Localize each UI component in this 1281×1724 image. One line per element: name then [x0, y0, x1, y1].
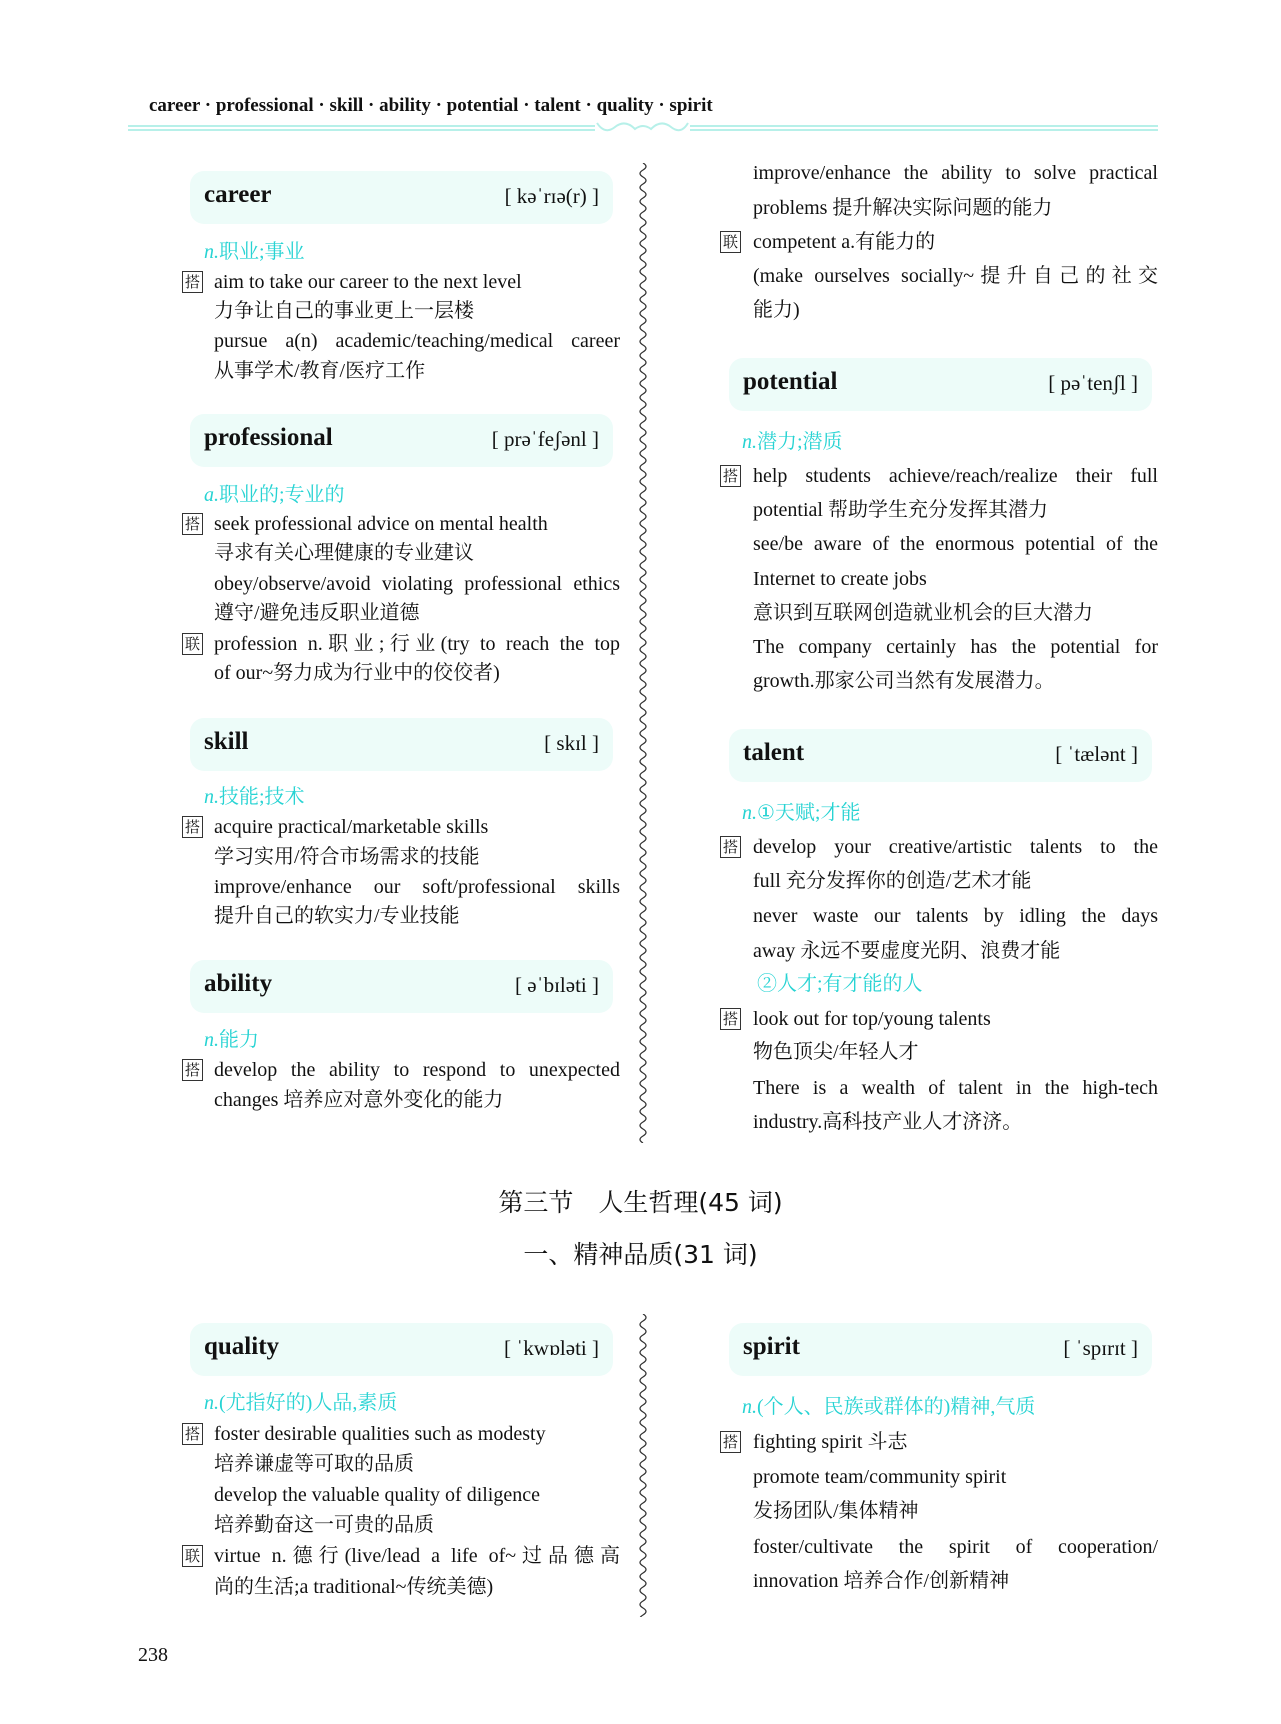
- definition-text: 潜力;潜质: [757, 431, 843, 453]
- related-word-tag-icon: 联: [182, 1545, 203, 1567]
- example-line: develop the ability to respond to unexpected: [214, 1059, 620, 1081]
- example-line: profession n.职业;行业(try to reach the top: [214, 633, 620, 655]
- example-line: 提升自己的软实力/专业技能: [214, 905, 460, 927]
- collocation-tag-icon: 搭: [182, 1059, 203, 1081]
- example-line: pursue a(n) academic/teaching/medical career: [214, 330, 620, 352]
- example-line: 物色顶尖/年轻人才: [753, 1041, 919, 1063]
- example-line: 培养勤奋这一可贵的品质: [214, 1514, 434, 1536]
- headword: skill: [204, 728, 249, 755]
- phonetic: [ əˈbɪləti ]: [515, 973, 599, 997]
- definition-text: 职业;事业: [219, 241, 305, 263]
- part-of-speech: a.: [204, 484, 219, 506]
- header-ornament-icon: [595, 119, 690, 135]
- example-line: 从事学术/教育/医疗工作: [214, 360, 426, 382]
- definition-text: (个人、民族或群体的)精神,气质: [757, 1396, 1036, 1418]
- example-line: industry.高科技产业人才济济。: [753, 1111, 1023, 1133]
- part-of-speech: n.: [742, 1396, 757, 1418]
- example-line: potential 帮助学生充分发挥其潜力: [753, 499, 1048, 521]
- definition-text: 技能;技术: [219, 786, 305, 808]
- example-line: see/be aware of the enormous potential of the: [753, 533, 1158, 555]
- headword: quality: [204, 1333, 280, 1360]
- example-line: innovation 培养合作/创新精神: [753, 1570, 1010, 1592]
- example-line: 培养谦虚等可取的品质: [214, 1453, 414, 1475]
- example-line: 学习实用/符合市场需求的技能: [214, 846, 480, 868]
- example-line: problems 提升解决实际问题的能力: [753, 197, 1053, 219]
- phonetic: [ ˈspɪrɪt ]: [1063, 1336, 1138, 1360]
- headword-box-spirit: [729, 1323, 1152, 1376]
- collocation-tag-icon: 搭: [182, 1423, 203, 1445]
- running-header: career · professional · skill · ability · potential · talent · quality · spirit: [149, 95, 713, 116]
- example-line: 能力): [753, 299, 800, 321]
- related-word-tag-icon: 联: [182, 633, 203, 655]
- headword: ability: [204, 970, 273, 997]
- definition: [204, 237, 305, 267]
- headword-box-potential: [729, 358, 1152, 411]
- example-line: growth.那家公司当然有发展潜力。: [753, 670, 1055, 692]
- example-line: 寻求有关心理健康的专业建议: [214, 542, 474, 564]
- part-of-speech: n.: [204, 1029, 219, 1051]
- part-of-speech: n.: [204, 241, 219, 263]
- example-line: changes 培养应对意外变化的能力: [214, 1089, 504, 1111]
- headword-box-skill: [190, 718, 613, 771]
- collocation-tag-icon: 搭: [182, 816, 203, 838]
- headword: career: [204, 181, 272, 208]
- example-line: improve/enhance our soft/professional skills: [214, 876, 620, 898]
- definition: [204, 1025, 259, 1055]
- headword: professional: [204, 424, 333, 451]
- example-line: obey/observe/avoid violating professional ethics: [214, 573, 620, 595]
- collocation-tag-icon: 搭: [182, 513, 203, 535]
- example-line: look out for top/young talents: [753, 1008, 991, 1030]
- definition-text: ②人才;有才能的人: [757, 973, 923, 995]
- column-divider: [636, 163, 650, 1143]
- page-number: 238: [138, 1644, 168, 1666]
- headword-box-professional: [190, 414, 613, 467]
- definition: [204, 480, 345, 510]
- phonetic: [ ˈkwɒləti ]: [504, 1336, 599, 1360]
- definition: [742, 798, 861, 828]
- headword: spirit: [743, 1333, 800, 1360]
- definition: [204, 782, 305, 812]
- definition-text: (尤指好的)人品,素质: [219, 1392, 398, 1414]
- example-line: seek professional advice on mental health: [214, 513, 548, 535]
- column-divider: [636, 1314, 650, 1617]
- phonetic: [ ˈtælənt ]: [1055, 742, 1138, 766]
- headword-box-career: [190, 171, 613, 224]
- example-line: of our~努力成为行业中的佼佼者): [214, 662, 500, 684]
- phonetic: [ kəˈrɪə(r) ]: [504, 184, 599, 208]
- example-line: 尚的生活;a traditional~传统美德): [214, 1576, 494, 1598]
- definition: [757, 969, 923, 999]
- related-word-tag-icon: 联: [720, 231, 741, 253]
- collocation-tag-icon: 搭: [720, 1008, 741, 1030]
- example-line: full 充分发挥你的创造/艺术才能: [753, 870, 1032, 892]
- definition: [204, 1388, 397, 1418]
- phonetic: [ pəˈtenʃl ]: [1048, 371, 1138, 395]
- example-line: away 永远不要虚度光阴、浪费才能: [753, 940, 1061, 962]
- part-of-speech: n.: [204, 1392, 219, 1414]
- headword: potential: [743, 368, 838, 395]
- example-line: 发扬团队/集体精神: [753, 1500, 919, 1522]
- headword: talent: [743, 739, 805, 766]
- example-line: develop the valuable quality of diligence: [214, 1484, 540, 1506]
- part-of-speech: n.: [204, 786, 219, 808]
- example-line: (make ourselves socially~提升自己的社交: [753, 265, 1158, 287]
- definition-text: 职业的;专业的: [219, 484, 345, 506]
- collocation-tag-icon: 搭: [720, 1431, 741, 1453]
- example-line: promote team/community spirit: [753, 1466, 1007, 1488]
- example-line: develop your creative/artistic talents to the: [753, 836, 1158, 858]
- example-line: never waste our talents by idling the days: [753, 905, 1158, 927]
- example-line: 意识到互联网创造就业机会的巨大潜力: [753, 602, 1093, 624]
- example-line: acquire practical/marketable skills: [214, 816, 489, 838]
- example-line: fighting spirit 斗志: [753, 1431, 908, 1453]
- example-line: foster desirable qualities such as modesty: [214, 1423, 546, 1445]
- example-line: virtue n.德行(live/lead a life of~过品德高: [214, 1545, 620, 1567]
- example-line: There is a wealth of talent in the high-tech: [753, 1077, 1158, 1099]
- example-line: improve/enhance the ability to solve practical: [753, 162, 1158, 184]
- example-line: The company certainly has the potential for: [753, 636, 1158, 658]
- definition-text: ①天赋;才能: [757, 802, 861, 824]
- headword-box-talent: [729, 729, 1152, 782]
- definition-text: 能力: [219, 1029, 259, 1051]
- example-line: foster/cultivate the spirit of cooperation/: [753, 1536, 1158, 1558]
- example-line: Internet to create jobs: [753, 568, 927, 590]
- headword-box-quality: [190, 1323, 613, 1376]
- part-of-speech: n.: [742, 431, 757, 453]
- example-line: 力争让自己的事业更上一层楼: [214, 300, 474, 322]
- example-line: 遵守/避免违反职业道德: [214, 602, 420, 624]
- example-line: help students achieve/reach/realize their full: [753, 465, 1158, 487]
- example-line: competent a.有能力的: [753, 231, 936, 253]
- collocation-tag-icon: 搭: [720, 836, 741, 858]
- part-of-speech: n.: [742, 802, 757, 824]
- section-title: 第三节 人生哲理(45 词): [498, 1188, 783, 1217]
- definition: [742, 427, 843, 457]
- example-line: aim to take our career to the next level: [214, 271, 522, 293]
- collocation-tag-icon: 搭: [720, 465, 741, 487]
- headword-box-ability: [190, 960, 613, 1013]
- collocation-tag-icon: 搭: [182, 271, 203, 293]
- section-subtitle: 一、精神品质(31 词): [523, 1240, 758, 1269]
- phonetic: [ prəˈfeʃənl ]: [491, 427, 599, 451]
- definition: [742, 1392, 1035, 1422]
- phonetic: [ skɪl ]: [544, 731, 599, 755]
